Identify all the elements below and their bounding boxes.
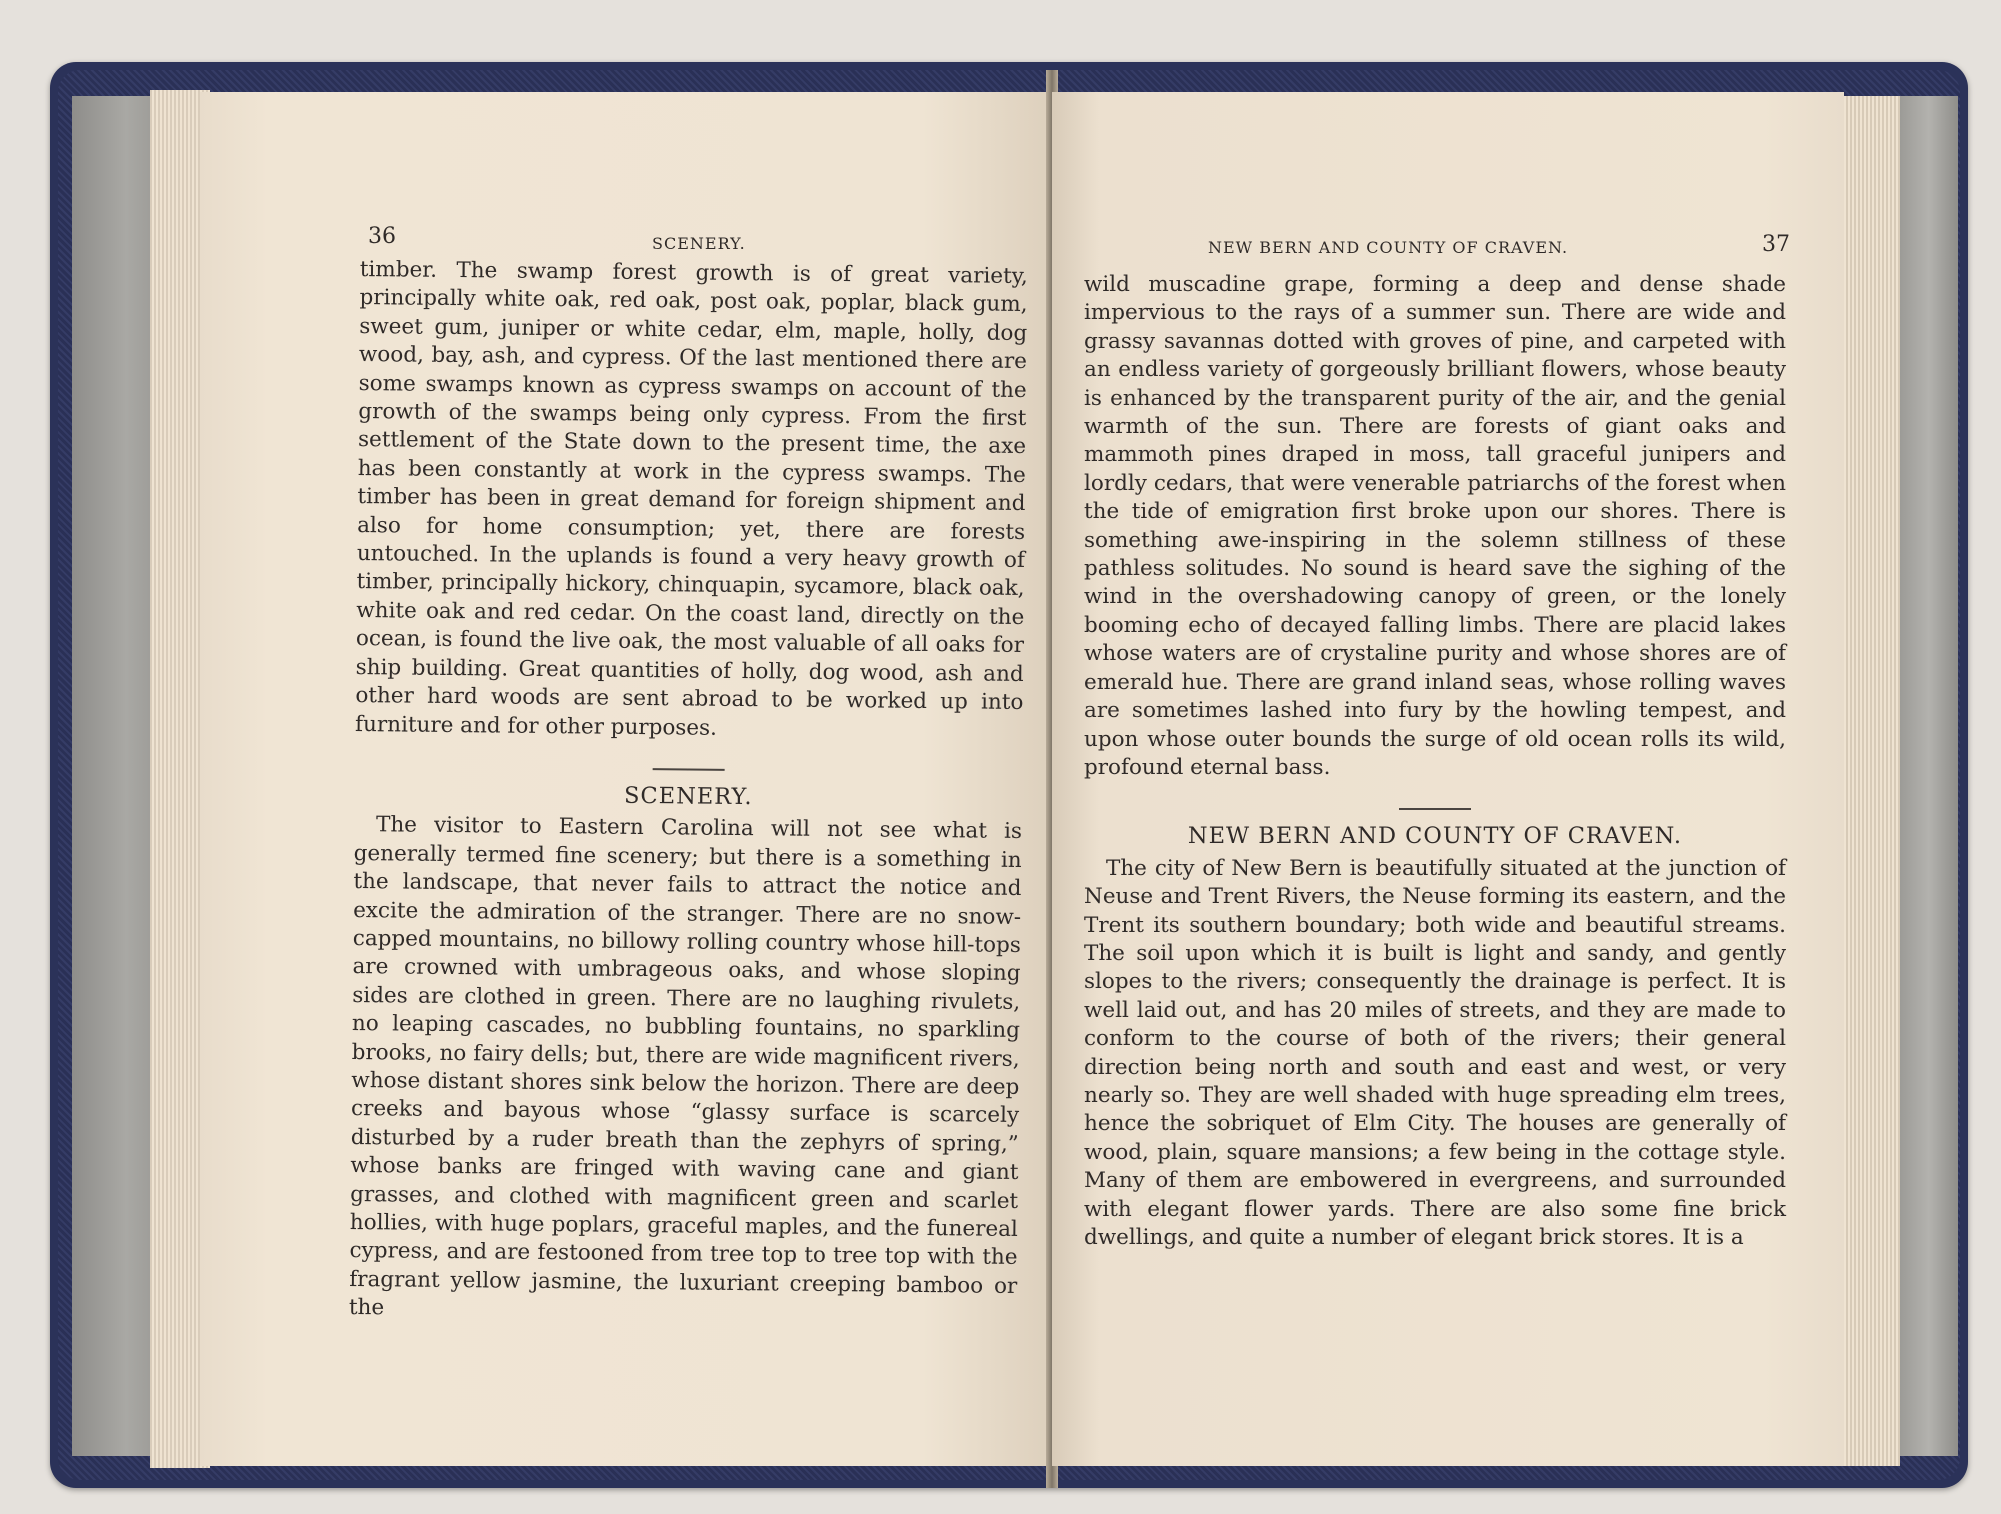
right-page-edges (1836, 96, 1900, 1466)
left-continuation-paragraph: timber. The swamp forest growth is of great variety, principally white oak, red oak, post oak, poplar, black gum, sweet gum, juniper or white cedar, elm, maple, holly, dog wood, bay, ash, and cypress. Of the last mentioned there are some swamps known as cypress swamps on account of the growth of the swamps being only cypress. From the first settlement of the State down to the present time, the axe has been constantly at work in the cypress swamps. The timber has been in great demand for foreign shipment and also for home consumption; yet, there are forests untouched. In the uplands is found a very heavy growth of timber, principally hickory, chinquapin, sycamore, black oak, white oak and red cedar. On the coast land, directly on the ocean, is found the live oak, the most valuable of all oaks for ship building. Great quantities of holly, dog wood, ash and other hard woods are sent abroad to be worked up into furniture and for other purposes. (354, 256, 1028, 741)
left-page (200, 92, 1050, 1466)
left-endpaper (72, 96, 162, 1456)
right-page-number: 37 (1762, 232, 1790, 257)
scenery-heading: SCENERY. (623, 782, 753, 811)
left-running-head: SCENERY. (652, 234, 746, 253)
right-continuation-paragraph: wild muscadine grape, forming a deep and dense shade impervious to the rays of a summer sun. There are wide and grassy savannas dotted with groves of pine, and carpeted with an endless variety of gorgeously brilliant flowers, whose beauty is enhanced by the transparent purity of the air, and the genial warmth of the sun. There are forests of giant oaks and mammoth pines draped in moss, tall graceful junipers and lordly cedars, that were venerable patriarchs of the forest when the tide of emigration first broke upon our shores. There is something awe-inspiring in the solemn stillness of these pathless solitudes. No sound is heard save the sighing of the wind in the overshadowing canopy of green, or the lonely booming echo of decayed falling limbs. There are placid lakes whose waters are of crystaline purity and whose shores are of emerald hue. There are grand inland seas, whose rolling waves are sometimes lashed into fury by the howling tempest, and upon whose outer bounds the surge of old ocean rolls its wild, profound eternal bass. (1084, 272, 1786, 780)
new-bern-paragraph: The city of New Bern is beautifully situated at the junction of Neuse and Trent Rivers, the Neuse forming its eastern, and the Trent its southern boundary; both wide and beautiful streams. The soil upon which it is built is light and sandy, and gently slopes to the rivers; consequently the drainage is perfect. It is well laid out, and has 20 miles of streets, and they are made to conform to the course of both of the rivers; their general direction being north and south and east and west, or very nearly so. They are well shaded with huge spreading elm trees, hence the sobriquet of Elm City. The houses are generally of wood, plain, square mansions; a few being in the cottage style. Many of them are embowered in evergreens, and surrounded with elegant flower yards. There are also some fine brick dwellings, and quite a number of elegant brick stores. It is a (1084, 855, 1786, 1250)
left-text-block (349, 256, 1028, 1330)
left-page-number: 36 (368, 224, 396, 249)
right-endpaper (1900, 96, 1958, 1456)
section-divider-right (1399, 808, 1471, 810)
right-page (1052, 92, 1844, 1466)
section-divider (653, 768, 725, 771)
scenery-paragraph: The visitor to Eastern Carolina will not see what is generally termed fine scenery; but there is a something in the landscape, that never fails to attract the notice and excite the admiration of the stranger. There are no snow-capped mountains, no billowy rolling country whose hill-tops are crowned with umbrageous oaks, and whose sloping sides are clothed in green. There are no laughing rivulets, no leaping cascades, no bubbling fountains, no sparkling brooks, no fairy dells; but, there are wide magnificent rivers, whose distant shores sink below the horizon. There are deep creeks and bayous whose “glassy surface is scarcely disturbed by a ruder breath than the zephyrs of spring,” whose banks are fringed with waving cane and giant grasses, and clothed with magnificent green and scarlet hollies, with huge poplars, graceful maples, and the funereal cypress, and are festooned from tree top to tree top with the fragrant yellow jasmine, the luxuriant creeping bamboo or the (348, 812, 1023, 1321)
right-running-head: NEW BERN AND COUNTY OF CRAVEN. (1208, 238, 1569, 257)
new-bern-heading: NEW BERN AND COUNTY OF CRAVEN. (1187, 823, 1683, 850)
right-text-block (1084, 271, 1786, 1252)
